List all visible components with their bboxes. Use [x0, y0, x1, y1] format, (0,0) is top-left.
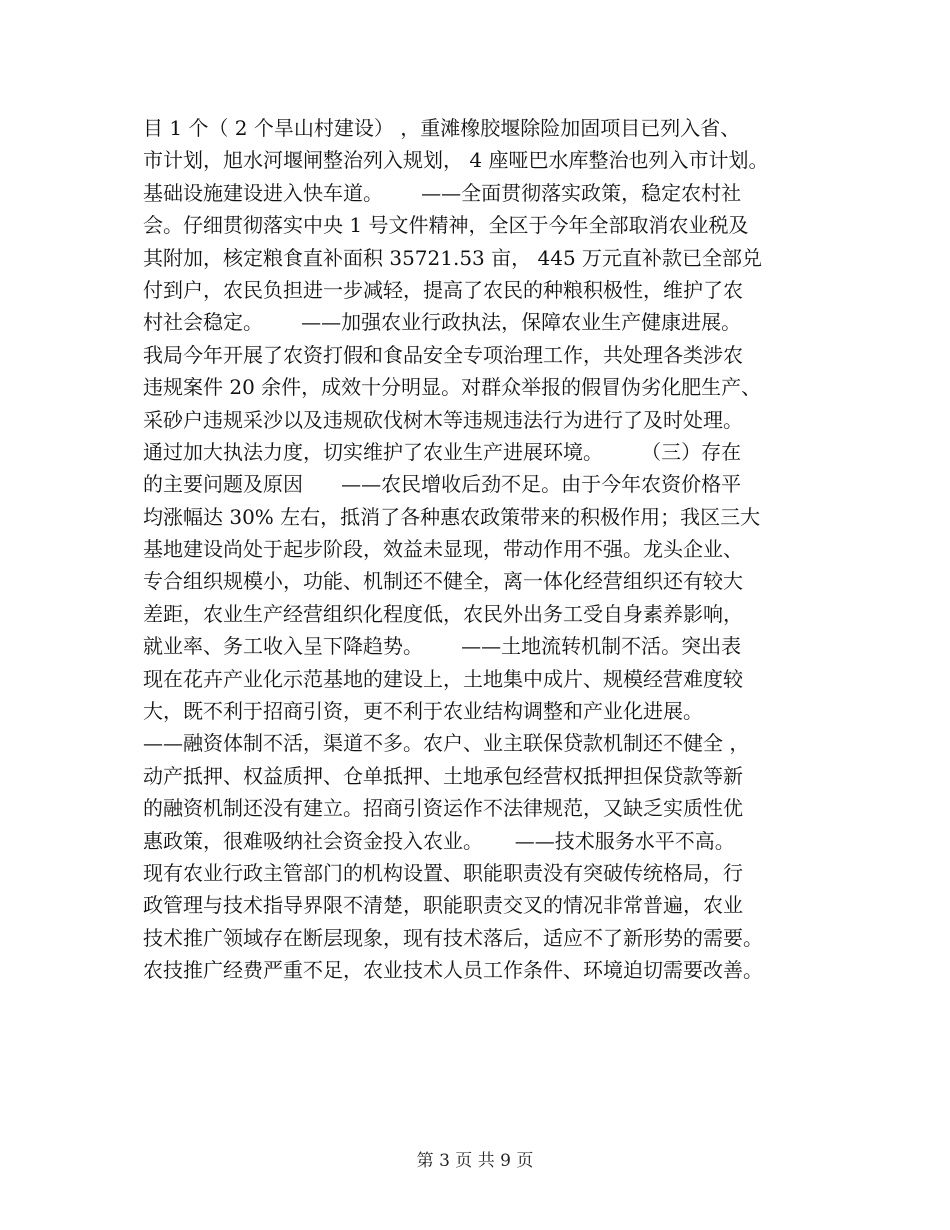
- text-line: 技术推广领域存在断层现象，现有技术落后，适应不了新形势的需要。: [143, 925, 763, 950]
- text-line: 通过加大执法力度，切实维护了农业生产进展环境。 （三）存在: [143, 439, 742, 464]
- text-line: ——融资体制不活，渠道不多。农户、业主联保贷款机制还不健全 ，: [143, 731, 750, 756]
- text-line: 现有农业行政主管部门的机构设置、职能职责没有突破传统格局，行: [143, 860, 743, 885]
- text-line: 目 1 个（ 2 个旱山村建设） ，重滩橡胶堰除险加固项目已列入省、: [143, 116, 741, 140]
- text-line: 采砂户违规采沙以及违规砍伐树木等违规违法行为进行了及时处理。: [143, 407, 743, 432]
- text-line: 其附加，核定粮食直补面积 35721.53 亩， 445 万元直补款已全部兑: [143, 245, 763, 270]
- text-line: 基础设施建设进入快车道。 ——全面贯彻落实政策，稳定农村社: [143, 180, 742, 205]
- text-line: 均涨幅达 30% 左右，抵消了各种惠农政策带来的积极作用；我区三大: [143, 504, 761, 529]
- text-line: 就业率、务工收入呈下降趋势。 ——土地流转机制不活。突出表: [143, 634, 742, 659]
- text-line: 差距，农业生产经营组织化程度低，农民外出务工受自身素养影响，: [143, 601, 743, 626]
- text-line: 违规案件 20 余件，成效十分明显。对群众举报的假冒伪劣化肥生产、: [143, 375, 762, 400]
- text-line: 会。仔细贯彻落实中央 1 号文件精神，全区于今年全部取消农业税及: [143, 213, 749, 238]
- text-line: 付到户，农民负担进一步减轻，提高了农民的种粮积极性，维护了农: [143, 277, 743, 302]
- text-line: 大，既不利于招商引资，更不利于农业结构调整和产业化进展。: [143, 699, 703, 724]
- page-number-footer: 第 3 页 共 9 页: [416, 1151, 534, 1171]
- text-line: 现在花卉产业化示范基地的建设上，土地集中成片、规模经营难度较: [143, 666, 743, 691]
- text-line: 市计划，旭水河堰闸整治列入规划， 4 座哑巴水库整治也列入市计划。: [143, 148, 769, 173]
- text-line: 基地建设尚处于起步阶段，效益未显现，带动作用不强。龙头企业、: [143, 537, 743, 562]
- text-line: 政管理与技术指导界限不清楚，职能职责交叉的情况非常普遍，农业: [143, 893, 743, 918]
- text-line: 我局今年开展了农资打假和食品安全专项治理工作，共处理各类涉农: [143, 342, 743, 367]
- text-line: 专合组织规模小，功能、机制还不健全，离一体化经营组织还有较大: [143, 569, 743, 594]
- text-line: 惠政策，很难吸纳社会资金投入农业。 ——技术服务水平不高。: [143, 828, 735, 853]
- text-line: 的主要问题及原因 ——农民增收后劲不足。由于今年农资价格平: [143, 472, 742, 497]
- text-line: 农技推广经费严重不足，农业技术人员工作条件、环境迫切需要改善。: [143, 958, 763, 983]
- text-line: 的融资机制还没有建立。招商引资运作不法律规范，又缺乏实质性优: [143, 796, 743, 821]
- text-line: 动产抵押、权益质押、仓单抵押、土地承包经营权抵押担保贷款等新: [143, 763, 743, 788]
- text-line: 村社会稳定。 ——加强农业行政执法，保障农业生产健康进展。: [143, 310, 742, 335]
- document-body: [143, 112, 823, 987]
